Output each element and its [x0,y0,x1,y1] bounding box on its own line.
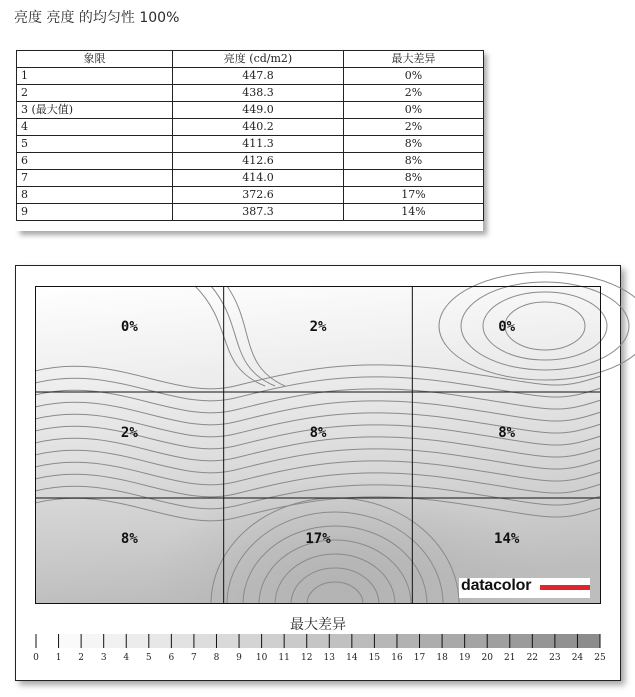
colorbar-tick-label: 6 [168,653,175,663]
colorbar-tick-label: 1 [55,653,62,663]
colorbar-tick-label: 21 [504,653,516,663]
cell-luminance: 372.6 [173,187,344,204]
colorbar-segment [216,634,239,648]
cell-max-difference: 8% [344,170,484,187]
uniformity-table-card [16,50,483,231]
cell-luminance: 440.2 [173,119,344,136]
cell-max-difference: 17% [344,187,484,204]
colorbar-segment [36,634,59,648]
colorbar-tick-label: 18 [436,653,448,663]
page-title: 亮度 亮度 的均匀性 100% [14,10,180,26]
colorbar-tick-label: 12 [300,653,313,663]
colorbar-label: 最大差异 [290,617,346,633]
cell-quadrant: 2 [17,85,173,102]
colorbar-segment [555,634,578,648]
datacolor-logo [459,578,590,598]
colorbar-tick-label: 3 [100,653,107,663]
colorbar-tick-label: 8 [213,653,220,663]
cell-quadrant: 4 [17,119,173,136]
table-row [17,85,484,102]
colorbar-tick-label: 0 [33,653,39,663]
cell-max-difference: 8% [344,153,484,170]
colorbar-tick-label: 7 [191,653,197,663]
cell-luminance: 438.3 [173,85,344,102]
colorbar-tick-label: 19 [458,653,471,663]
cell-quadrant: 1 [17,68,173,85]
cell-label: 0% [120,319,138,335]
colorbar-segment [532,634,555,648]
table-row [17,187,484,204]
colorbar-segment [284,634,307,648]
table-row [17,170,484,187]
uniformity-heatmap [35,286,601,604]
cell-quadrant: 3 (最大值) [17,102,173,119]
header-quadrant: 象限 [17,51,173,68]
colorbar-tick-label: 2 [78,653,84,663]
cell-luminance: 411.3 [173,136,344,153]
table-row [17,204,484,221]
colorbar-tick-label: 9 [236,653,242,663]
colorbar-tick-label: 5 [145,653,152,663]
colorbar-segment [420,634,443,648]
cell-luminance: 414.0 [173,170,344,187]
colorbar-segment [59,634,82,648]
colorbar-tick-label: 16 [391,653,403,663]
colorbar-segment [104,634,127,648]
uniformity-chart-card [15,265,621,681]
cell-max-difference: 8% [344,136,484,153]
colorbar-segment [81,634,104,648]
logo-wordmark: datacolor [461,577,532,594]
cell-label: 8% [309,425,327,441]
header-luminance: 亮度 (cd/m2) [173,51,344,68]
cell-label: 2% [309,319,327,335]
cell-max-difference: 2% [344,119,484,136]
colorbar-tick-label: 17 [413,653,426,663]
colorbar-tick-label: 13 [323,653,336,663]
cell-label: 0% [498,319,516,335]
cell-max-difference: 2% [344,85,484,102]
cell-quadrant: 5 [17,136,173,153]
cell-max-difference: 0% [344,102,484,119]
cell-max-difference: 0% [344,68,484,85]
colorbar-tick-label: 10 [255,653,268,663]
cell-luminance: 387.3 [173,204,344,221]
colorbar-tick-label: 11 [278,653,290,663]
colorbar-segment [442,634,465,648]
cell-label: 17% [305,531,331,547]
colorbar-segment [374,634,397,648]
cell-label: 2% [120,425,138,441]
table-row [17,136,484,153]
table-header-row [17,51,484,68]
cell-label: 8% [120,531,138,547]
colorbar-tick-label: 22 [526,653,539,663]
colorbar-tick-label: 25 [594,653,606,663]
colorbar-segment [329,634,352,648]
colorbar-tick-label: 23 [549,653,561,663]
colorbar-segment [307,634,330,648]
cell-quadrant: 9 [17,204,173,221]
colorbar-segment [510,634,533,648]
cell-label: 14% [494,531,520,547]
colorbar-tick-label: 4 [123,653,130,663]
cell-quadrant: 8 [17,187,173,204]
colorbar-segment [465,634,488,648]
cell-quadrant: 7 [17,170,173,187]
colorbar-scale [35,632,605,666]
header-max-difference: 最大差异 [344,51,484,68]
cell-max-difference: 14% [344,204,484,221]
colorbar-segment [262,634,285,648]
colorbar-segment [126,634,149,648]
table-row [17,153,484,170]
uniformity-table [16,50,484,221]
cell-luminance: 449.0 [173,102,344,119]
logo-red-bar [540,585,590,590]
colorbar-tick-label: 14 [346,653,358,663]
colorbar-segment [239,634,262,648]
cell-label: 8% [498,425,516,441]
cell-quadrant: 6 [17,153,173,170]
colorbar-tick-label: 24 [571,653,584,663]
colorbar-tick-label: 20 [481,653,493,663]
table-row [17,102,484,119]
colorbar-segment [487,634,510,648]
colorbar-segment [149,634,172,648]
colorbar-tick-label: 15 [368,653,381,663]
colorbar-segment [171,634,194,648]
colorbar-segment [577,634,600,648]
colorbar-segment [352,634,375,648]
cell-luminance: 447.8 [173,68,344,85]
colorbar-segment [194,634,217,648]
table-row [17,119,484,136]
table-row [17,68,484,85]
cell-luminance: 412.6 [173,153,344,170]
colorbar-segment [397,634,420,648]
